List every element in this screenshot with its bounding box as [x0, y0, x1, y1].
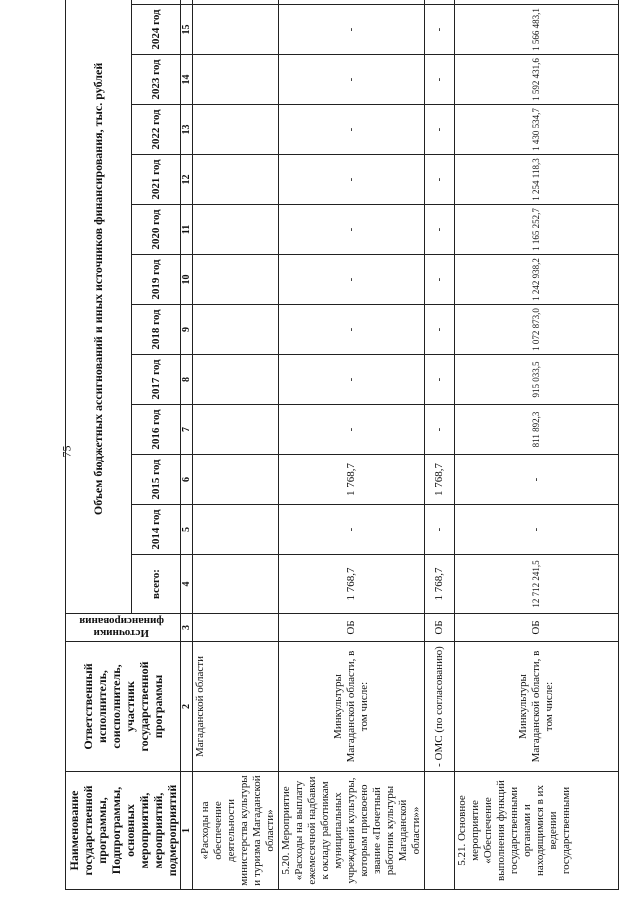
row-value: -: [279, 405, 425, 455]
row-value: 1 768,7: [425, 555, 455, 614]
row-value: -: [425, 305, 455, 355]
table-row: [193, 0, 279, 890]
row-source: ОБ: [279, 614, 425, 642]
row-value: -: [279, 505, 425, 555]
column-number: 10: [181, 255, 193, 305]
row-value: 811 892,3: [455, 405, 619, 455]
row-value: -: [425, 5, 455, 55]
header-year: 2017 год: [131, 355, 180, 405]
row-value: 1 072 873,0: [455, 305, 619, 355]
row-value: [193, 5, 279, 55]
row-value: -: [279, 155, 425, 205]
header-year: [131, 0, 180, 5]
row-value: [193, 0, 279, 5]
row-executor: Минкультуры Магаданской области, в том числе:: [455, 642, 619, 772]
row-value: -: [425, 105, 455, 155]
row-value: 1 768,7: [425, 455, 455, 505]
column-number: 7: [181, 405, 193, 455]
column-number: 15: [181, 5, 193, 55]
header-year: 2020 год: [131, 205, 180, 255]
row-value: -: [279, 55, 425, 105]
row-value: -: [425, 205, 455, 255]
row-value: -: [279, 205, 425, 255]
row-value: 12 712 241,5: [455, 555, 619, 614]
header-year: 2016 год: [131, 405, 180, 455]
column-number: 3: [181, 614, 193, 642]
row-name: «Расходы на обеспечение деятельности министерства культуры и туризма Магаданской области»: [193, 772, 279, 890]
row-value: [193, 205, 279, 255]
row-value: -: [279, 5, 425, 55]
row-value: -: [425, 55, 455, 105]
column-number: 9: [181, 305, 193, 355]
column-number: 1: [181, 772, 193, 890]
row-value: [193, 305, 279, 355]
row-value: 1 254 118,3: [455, 155, 619, 205]
column-number: 12: [181, 155, 193, 205]
header-program-name: Наименование государственной программы, Подпрограммы, основных мероприятий, мероприятий, подмероприятий: [66, 772, 181, 890]
budget-table: [65, 0, 619, 890]
row-value: 1 768,7: [279, 555, 425, 614]
row-value: -: [455, 505, 619, 555]
row-value: 1 566 483,1: [455, 5, 619, 55]
rotated-page: [65, 8, 597, 890]
row-value: 1 165 252,7: [455, 205, 619, 255]
row-executor: Магаданской области: [193, 642, 279, 772]
header-year: 2023 год: [131, 55, 180, 105]
row-value: -: [279, 105, 425, 155]
row-value: [193, 255, 279, 305]
header-total: всего:: [131, 555, 180, 614]
table-row: [425, 0, 455, 890]
row-executor: - ОМС (по согласованию): [425, 642, 455, 772]
header-year: 2021 год: [131, 155, 180, 205]
row-value: [193, 555, 279, 614]
row-value: [193, 55, 279, 105]
column-number: 2: [181, 642, 193, 772]
row-source: ОБ: [455, 614, 619, 642]
row-value: [425, 0, 455, 5]
row-value: [193, 105, 279, 155]
header-source: [66, 614, 181, 642]
row-value: [193, 505, 279, 555]
header-year: 2022 год: [131, 105, 180, 155]
column-number: 4: [181, 555, 193, 614]
row-value: 1 430 534,7: [455, 105, 619, 155]
column-number: 8: [181, 355, 193, 405]
row-source: [193, 614, 279, 642]
column-number: 5: [181, 505, 193, 555]
row-value: -: [425, 155, 455, 205]
header-source-text: Источники финансирования: [78, 615, 164, 640]
row-value: 1 768,7: [279, 455, 425, 505]
row-value: [193, 355, 279, 405]
column-number: [181, 0, 193, 5]
row-value: -: [455, 455, 619, 505]
row-source: ОБ: [425, 614, 455, 642]
row-value: -: [425, 405, 455, 455]
row-value: -: [279, 305, 425, 355]
row-value: -: [425, 255, 455, 305]
table-row: [455, 0, 619, 890]
header-funding: Объем бюджетных ассигнований и иных источников финансирования, тыс. рублей: [66, 0, 132, 614]
row-value: [193, 155, 279, 205]
row-value: -: [425, 505, 455, 555]
row-value: -: [279, 355, 425, 405]
column-number: 11: [181, 205, 193, 255]
row-value: [455, 0, 619, 5]
row-name: 5.20. Мероприятие «Расходы на выплату ежемесячной надбавки к окладу работникам муниципальных учреждений культуры, которым присвоено звание «Почетный работник культуры Магаданской области»»: [279, 772, 425, 890]
column-number: 13: [181, 105, 193, 155]
header-year: 2024 год: [131, 5, 180, 55]
header-year: 2018 год: [131, 305, 180, 355]
row-value: 1 592 431,6: [455, 55, 619, 105]
column-number: 14: [181, 55, 193, 105]
row-value: -: [425, 355, 455, 405]
column-number: 6: [181, 455, 193, 505]
row-value: -: [279, 255, 425, 305]
page-number: 75: [59, 445, 74, 458]
row-name: [425, 772, 455, 890]
row-executor: Минкультуры Магаданской области, в том числе:: [279, 642, 425, 772]
row-value: [279, 0, 425, 5]
row-value: 915 033,5: [455, 355, 619, 405]
row-value: [193, 405, 279, 455]
header-executor: Ответственный исполнитель, соисполнитель, участник государственной программы: [66, 642, 181, 772]
table-row: [279, 0, 425, 890]
header-year: 2015 год: [131, 455, 180, 505]
row-name: 5.21. Основное мероприятие «Обеспечение выполнения функций государственными органами и находящимися в их ведении государственными: [455, 772, 619, 890]
row-value: 1 242 938,2: [455, 255, 619, 305]
header-year: 2019 год: [131, 255, 180, 305]
header-year: 2014 год: [131, 505, 180, 555]
row-value: [193, 455, 279, 505]
